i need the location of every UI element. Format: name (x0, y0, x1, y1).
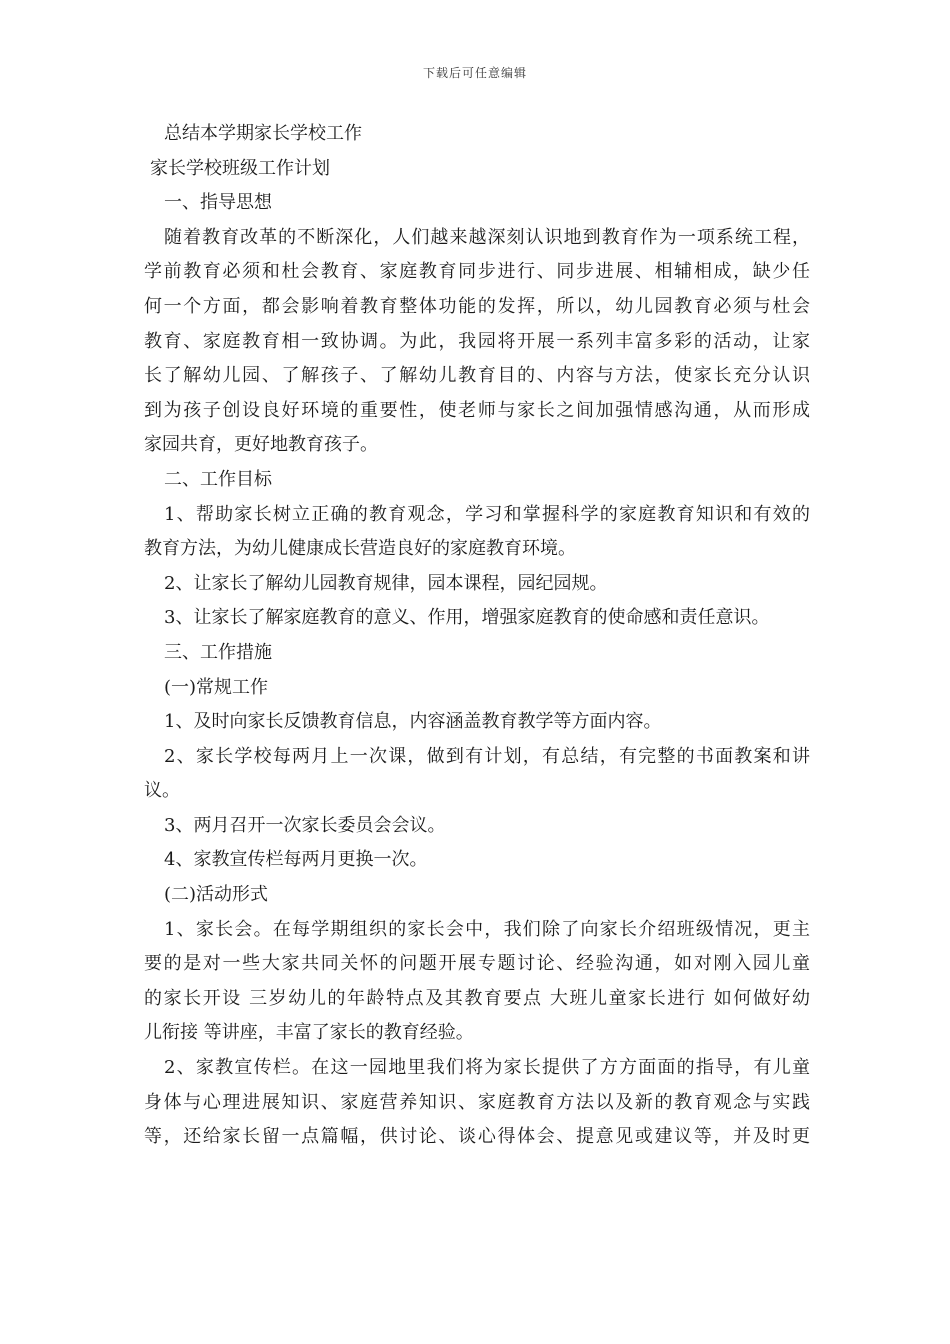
document-line: 3、两月召开一次家长委员会会议。 (164, 814, 446, 836)
document-line: 4、家教宣传栏每两月更换一次。 (164, 849, 428, 871)
document-line: 学前教育必须和杜会教育、家庭教育同步进行、同步进展、相辅相成，缺少任 (144, 261, 810, 283)
document-line: 到为孩子创设良好环境的重要性，使老师与家长之间加强情感沟通，从而形成 (144, 399, 810, 421)
document-line: 一、指导思想 (164, 192, 272, 214)
document-line: 儿衔接 等讲座，丰富了家长的教育经验。 (144, 1022, 474, 1044)
document-line: 2、家教宣传栏。在这一园地里我们将为家长提供了方方面面的指导，有儿童 (164, 1057, 810, 1079)
document-line: 2、让家长了解幼儿园教育规律，园本课程，园纪园规。 (164, 572, 608, 594)
document-body (144, 117, 810, 1155)
document-line: 议。 (144, 780, 180, 802)
document-line: 家长学校班级工作计划 (150, 157, 330, 179)
document-line: 等，还给家长留一点篇幅，供讨论、谈心得体会、提意见或建议等，并及时更 (144, 1126, 810, 1148)
document-line: 总结本学期家长学校工作 (164, 123, 362, 144)
document-line: 三、工作措施 (164, 641, 272, 663)
document-line: 1、及时向家长反馈教育信息，内容涵盖教育教学等方面内容。 (164, 711, 662, 733)
document-line: 要的是对一些大家共同关怀的问题开展专题讨论、经验沟通，如对刚入园儿童 (144, 953, 810, 975)
document-line: 家园共育，更好地教育孩子。 (144, 434, 378, 456)
page-header-note: 下载后可任意编辑 (422, 66, 527, 80)
document-line: 教育、家庭教育相一致协调。为此，我园将开展一系列丰富多彩的活动，让家 (144, 330, 810, 352)
document-line: 3、让家长了解家庭教育的意义、作用，增强家庭教育的使命感和责任意识。 (164, 607, 770, 629)
document-line: 1、帮助家长树立正确的教育观念，学习和掌握科学的家庭教育知识和有效的 (164, 503, 810, 525)
document-line: (二)活动形式 (164, 884, 269, 906)
document-line: 1、家长会。在每学期组织的家长会中，我们除了向家长介绍班级情况，更主 (164, 918, 810, 940)
document-line: 的家长开设 三岁幼儿的年龄特点及其教育要点 大班儿童家长进行 如何做好幼 (144, 987, 810, 1009)
document-line: (一)常规工作 (164, 676, 269, 698)
document-line: 身体与心理进展知识、家庭营养知识、家庭教育方法以及新的教育观念与实践 (144, 1091, 810, 1113)
document-line: 随着教育改革的不断深化，人们越来越深刻认识地到教育作为一项系统工程， (164, 226, 810, 248)
document-line: 长了解幼儿园、了解孩子、了解幼儿教育目的、内容与方法，使家长充分认识 (144, 365, 810, 387)
document-line: 二、工作目标 (164, 468, 272, 490)
document-line: 2、家长学校每两月上一次课，做到有计划，有总结，有完整的书面教案和讲 (164, 745, 810, 767)
document-line: 何一个方面，都会影响着教育整体功能的发挥，所以，幼儿园教育必须与杜会 (144, 295, 810, 317)
document-line: 教育方法，为幼儿健康成长营造良好的家庭教育环境。 (144, 538, 576, 560)
